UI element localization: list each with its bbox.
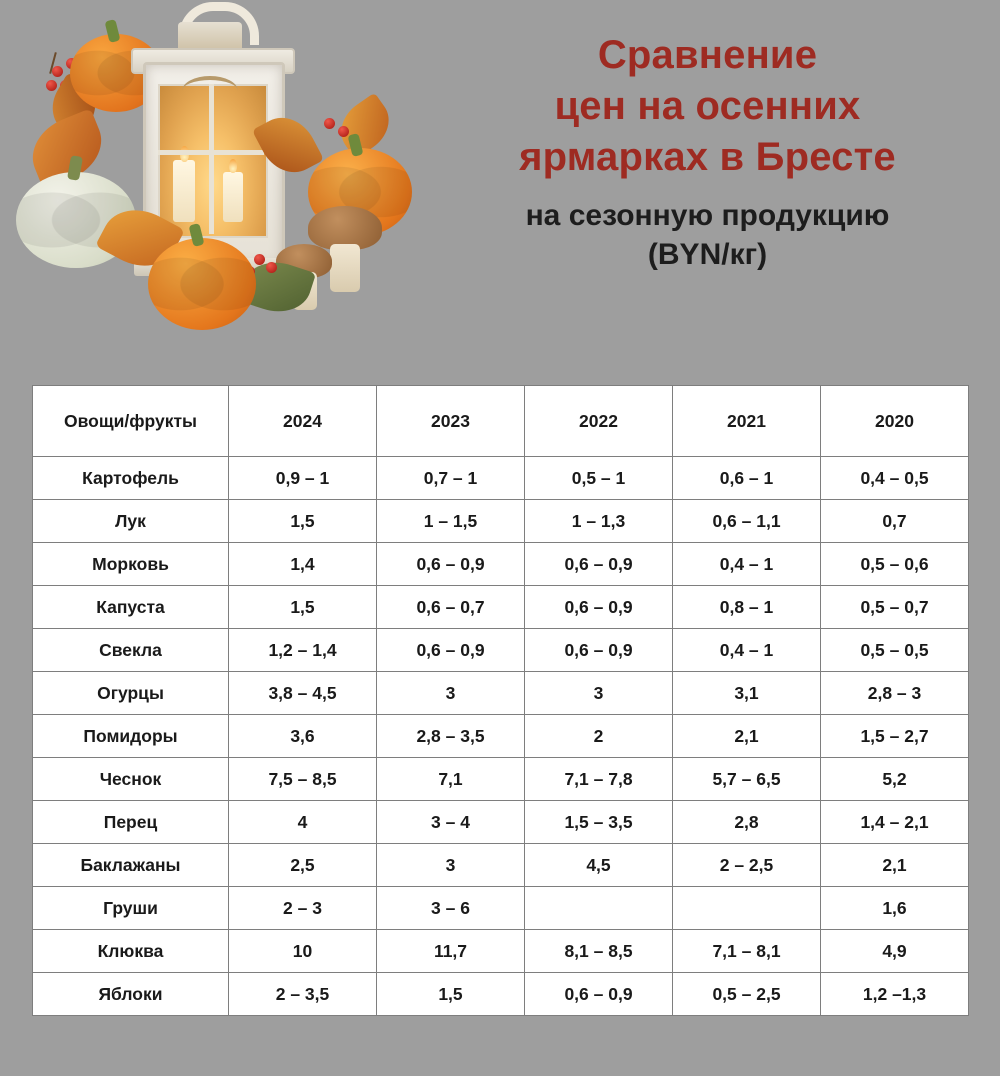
cell-2022: 1,5 – 3,5 [525,801,673,844]
cell-2020: 0,4 – 0,5 [821,457,969,500]
table-row [33,844,969,887]
table-row [33,758,969,801]
page-subtitle-line-1: на сезонную продукцию [525,198,890,232]
table-row [33,973,969,1016]
cell-2023: 0,6 – 0,9 [377,543,525,586]
lantern-frame-icon [158,150,264,155]
cell-2024: 2 – 3 [229,887,377,930]
table-header [33,386,969,457]
cell-2021: 2 – 2,5 [673,844,821,887]
berry-icon [266,262,277,273]
cell-2020: 0,5 – 0,7 [821,586,969,629]
cell-2020: 1,5 – 2,7 [821,715,969,758]
cell-2022: 0,6 – 0,9 [525,629,673,672]
twine-bow-icon [182,76,238,106]
cell-2022: 0,6 – 0,9 [525,586,673,629]
table-row [33,629,969,672]
cell-2021: 0,6 – 1 [673,457,821,500]
cell-2024: 2 – 3,5 [229,973,377,1016]
row-label: Картофель [33,457,229,500]
cell-2023: 0,6 – 0,7 [377,586,525,629]
cell-2023: 7,1 [377,758,525,801]
row-label: Баклажаны [33,844,229,887]
title-block [430,30,985,274]
header [0,0,1000,360]
table-row [33,715,969,758]
cell-2023: 3 [377,672,525,715]
row-label: Перец [33,801,229,844]
cell-2023: 0,7 – 1 [377,457,525,500]
cell-2021: 3,1 [673,672,821,715]
cell-2021: 2,8 [673,801,821,844]
row-label: Лук [33,500,229,543]
table-row [33,586,969,629]
column-header-product: Овощи/фрукты [33,386,229,457]
cell-2022: 0,6 – 0,9 [525,543,673,586]
cell-2023: 1 – 1,5 [377,500,525,543]
page-title-line-3: ярмарках в Бресте [519,135,896,180]
cell-2021: 7,1 – 8,1 [673,930,821,973]
mushroom-stem-icon [330,244,360,292]
cell-2022: 8,1 – 8,5 [525,930,673,973]
table-row [33,457,969,500]
table-row [33,500,969,543]
cell-2020: 1,6 [821,887,969,930]
column-header-2020: 2020 [821,386,969,457]
price-comparison-table-wrapper [32,385,968,1016]
table-row [33,887,969,930]
cell-2024: 7,5 – 8,5 [229,758,377,801]
cell-2020: 5,2 [821,758,969,801]
cell-2023: 2,8 – 3,5 [377,715,525,758]
cell-2024: 1,5 [229,586,377,629]
row-label: Огурцы [33,672,229,715]
page-title-line-1: Сравнение [597,33,818,77]
cell-2021: 5,7 – 6,5 [673,758,821,801]
berry-icon [324,118,335,129]
cell-2023: 3 – 4 [377,801,525,844]
table-row [33,930,969,973]
page-subtitle-line-2: (BYN/кг) [647,237,768,271]
berry-icon [254,254,265,265]
cell-2020: 2,8 – 3 [821,672,969,715]
row-label: Капуста [33,586,229,629]
cell-2024: 3,8 – 4,5 [229,672,377,715]
berry-icon [52,66,63,77]
cell-2020: 0,7 [821,500,969,543]
column-header-2022: 2022 [525,386,673,457]
cell-2021 [673,887,821,930]
row-label: Чеснок [33,758,229,801]
cell-2021: 0,8 – 1 [673,586,821,629]
cell-2024: 10 [229,930,377,973]
cell-2020: 0,5 – 0,5 [821,629,969,672]
candle-icon [173,160,195,222]
flame-icon [229,159,237,173]
cell-2021: 2,1 [673,715,821,758]
cell-2020: 2,1 [821,844,969,887]
cell-2024: 2,5 [229,844,377,887]
cell-2022: 3 [525,672,673,715]
row-label: Морковь [33,543,229,586]
page-subtitle [430,196,985,274]
table-body [33,457,969,1016]
row-label: Яблоки [33,973,229,1016]
cell-2023: 11,7 [377,930,525,973]
cell-2024: 0,9 – 1 [229,457,377,500]
table-row [33,543,969,586]
cell-2020: 1,4 – 2,1 [821,801,969,844]
cell-2024: 1,4 [229,543,377,586]
row-label: Клюква [33,930,229,973]
table-row [33,801,969,844]
cell-2022 [525,887,673,930]
cell-2021: 0,4 – 1 [673,629,821,672]
berry-icon [46,80,57,91]
cell-2023: 0,6 – 0,9 [377,629,525,672]
cell-2022: 7,1 – 7,8 [525,758,673,801]
row-label: Груши [33,887,229,930]
cell-2020: 4,9 [821,930,969,973]
cell-2021: 0,5 – 2,5 [673,973,821,1016]
cell-2022: 1 – 1,3 [525,500,673,543]
autumn-lantern-pumpkins-illustration [8,0,428,345]
berry-icon [338,126,349,137]
cell-2023: 3 – 6 [377,887,525,930]
cell-2022: 0,6 – 0,9 [525,973,673,1016]
cell-2024: 1,5 [229,500,377,543]
lantern-frame-icon [209,84,214,234]
cell-2020: 1,2 –1,3 [821,973,969,1016]
cell-2021: 0,6 – 1,1 [673,500,821,543]
cell-2023: 3 [377,844,525,887]
price-comparison-table [32,385,969,1016]
cell-2022: 4,5 [525,844,673,887]
cell-2024: 4 [229,801,377,844]
pumpkin-icon [148,238,256,330]
column-header-2021: 2021 [673,386,821,457]
page-title [430,30,985,184]
cell-2024: 3,6 [229,715,377,758]
cell-2020: 0,5 – 0,6 [821,543,969,586]
column-header-2024: 2024 [229,386,377,457]
cell-2024: 1,2 – 1,4 [229,629,377,672]
page-title-line-2: цен на осенних [554,84,861,129]
table-header-row [33,386,969,457]
cell-2022: 2 [525,715,673,758]
cell-2022: 0,5 – 1 [525,457,673,500]
row-label: Помидоры [33,715,229,758]
row-label: Свекла [33,629,229,672]
column-header-2023: 2023 [377,386,525,457]
cell-2021: 0,4 – 1 [673,543,821,586]
table-row [33,672,969,715]
candle-icon [223,172,243,222]
cell-2023: 1,5 [377,973,525,1016]
